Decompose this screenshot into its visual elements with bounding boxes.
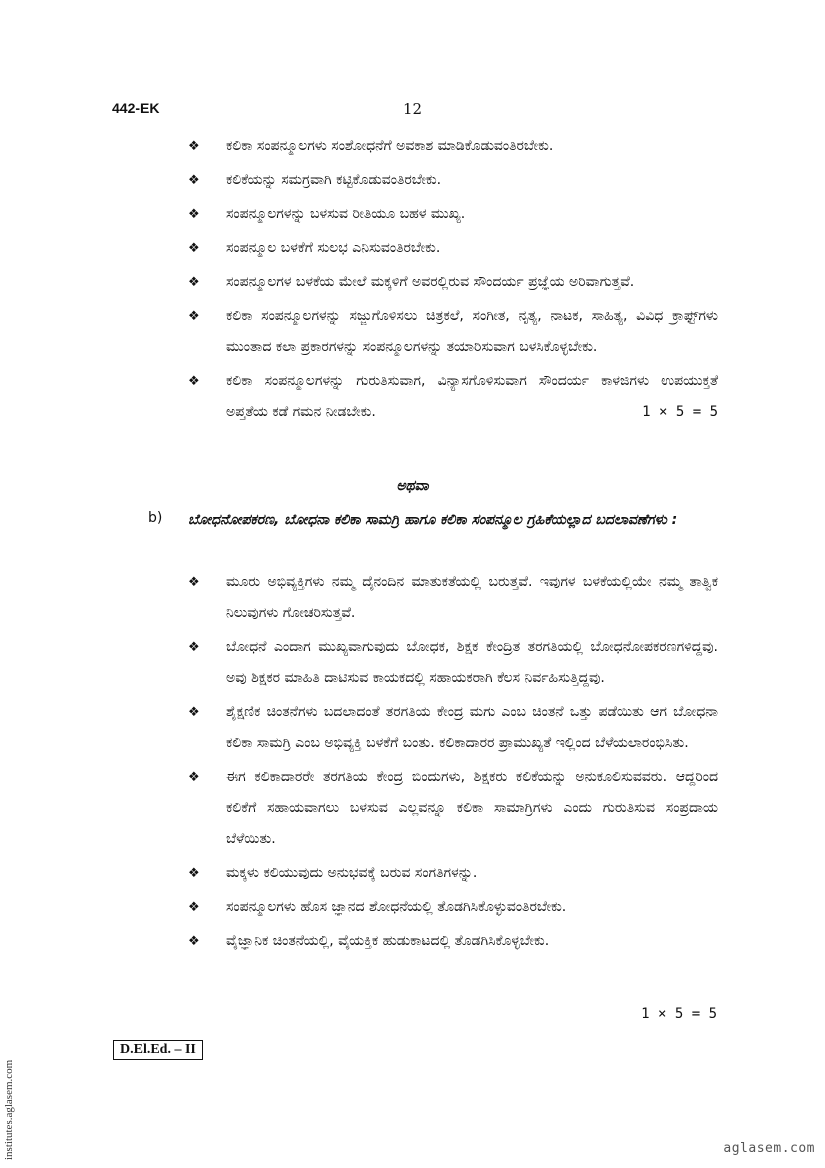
- paper-code: 442-EK: [112, 100, 160, 116]
- list-item-text: ಕಲಿಕಾ ಸಂಪನ್ಮೂಲಗಳು ಸಂಶೋಧನೆಗೆ ಅವಕಾಶ ಮಾಡಿಕೊಡುವಂತಿರಬೇಕು.: [226, 138, 554, 154]
- page-number: 12: [403, 100, 423, 118]
- question-label: b): [148, 510, 163, 526]
- section-b-list: [188, 567, 718, 960]
- list-item-text: ಸಂಪನ್ಮೂಲಗಳು ಹೊಸ ಜ್ಞಾನದ ಶೋಧನೆಯಲ್ಲಿ ತೊಡಗಿಸಿಕೊಳ್ಳುವಂತಿರಬೇಕು.: [226, 899, 567, 915]
- list-item-text: ಮೂರು ಅಭಿವ್ಯಕ್ತಿಗಳು ನಮ್ಮ ದೈನಂದಿನ ಮಾತುಕತೆಯಲ್ಲಿ ಬರುತ್ತವೆ. ಇವುಗಳ ಬಳಕೆಯಲ್ಲಿಯೇ ನಮ್ಮ ತಾತ್ವಿಕ ನಿಲುವುಗಳು ಗೋಚರಿಸುತ್ತವೆ.: [226, 574, 718, 621]
- diamond-bullet-icon: ❖: [188, 207, 200, 222]
- list-item-text: ವೈಜ್ಞಾನಿಕ ಚಿಂತನೆಯಲ್ಲಿ, ವೈಯಕ್ತಿಕ ಹುಡುಕಾಟದಲ್ಲಿ ತೊಡಗಿಸಿಕೊಳ್ಳಬೇಕು.: [226, 933, 550, 949]
- list-item: [188, 697, 718, 759]
- diamond-bullet-icon: ❖: [188, 241, 200, 256]
- list-item-text: ಸಂಪನ್ಮೂಲಗಳ ಬಳಕೆಯ ಮೇಲೆ ಮಕ್ಕಳಿಗೆ ಅವರಲ್ಲಿರುವ ಸೌಂದರ್ಯ ಪ್ರಜ್ಞೆಯ ಅರಿವಾಗುತ್ತವೆ.: [226, 274, 635, 290]
- diamond-bullet-icon: ❖: [188, 374, 200, 389]
- list-item: [188, 301, 718, 363]
- section-b-marks: 1 × 5 = 5: [641, 1006, 717, 1022]
- brand-watermark: aglasem.com: [723, 1141, 815, 1156]
- diamond-bullet-icon: ❖: [188, 575, 200, 590]
- diamond-bullet-icon: ❖: [188, 705, 200, 720]
- diamond-bullet-icon: ❖: [188, 770, 200, 785]
- list-item-text: ಕಲಿಕಾ ಸಂಪನ್ಮೂಲಗಳನ್ನು ಸಜ್ಜುಗೊಳಿಸಲು ಚಿತ್ರಕಲೆ, ಸಂಗೀತ, ನೃತ್ಯ, ನಾಟಕ, ಸಾಹಿತ್ಯ, ವಿವಿಧ ಕ್ರಾಫ್ಟ್‌ಗಳು ಮುಂತಾದ ಕಲಾ ಪ್ರಕಾರಗಳನ್ನು ಸಂಪನ್ಮೂಲಗಳನ್ನು ತಯಾರಿಸುವಾಗ ಬಳಸಿಕೊಳ್ಳಬೇಕು.: [226, 308, 718, 355]
- diamond-bullet-icon: ❖: [188, 640, 200, 655]
- list-item-text: ಬೋಧನೆ ಎಂದಾಗ ಮುಖ್ಯವಾಗುವುದು ಬೋಧಕ, ಶಿಕ್ಷಕ ಕೇಂದ್ರಿತ ತರಗತಿಯಲ್ಲಿ ಬೋಧನೋಪಕರಣಗಳಿದ್ದವು. ಅವು ಶಿಕ್ಷಕರ ಮಾಹಿತಿ ದಾಟಿಸುವ ಕಾಯಕದಲ್ಲಿ ಸಹಾಯಕರಾಗಿ ಕೆಲಸ ನಿರ್ವಹಿಸುತ್ತಿದ್ದವು.: [226, 639, 718, 686]
- list-item: [188, 267, 718, 298]
- diamond-bullet-icon: ❖: [188, 309, 200, 324]
- list-item: [188, 858, 718, 889]
- list-item: [188, 366, 718, 428]
- list-item: [188, 762, 718, 855]
- list-item: [188, 131, 718, 162]
- or-divider: ಅಥವಾ: [396, 478, 429, 494]
- list-item: [188, 632, 718, 694]
- section-a-list: [188, 131, 718, 431]
- list-item-text: ಸಂಪನ್ಮೂಲಗಳನ್ನು ಬಳಸುವ ರೀತಿಯೂ ಬಹಳ ಮುಖ್ಯ.: [226, 206, 466, 222]
- list-item-text: ಕಲಿಕೆಯನ್ನು ಸಮಗ್ರವಾಗಿ ಕಟ್ಟಿಕೊಡುವಂತಿರಬೇಕು.: [226, 172, 442, 188]
- list-item-text: ಈಗ ಕಲಿಕಾದಾರರೇ ತರಗತಿಯ ಕೇಂದ್ರ ಬಿಂದುಗಳು, ಶಿಕ್ಷಕರು ಕಲಿಕೆಯನ್ನು ಅನುಕೂಲಿಸುವವರು. ಆದ್ದರಿಂದ ಕಲಿಕೆಗೆ ಸಹಾಯವಾಗಲು ಬಳಸುವ ಎಲ್ಲವನ್ನೂ ಕಲಿಕಾ ಸಾಮಾಗ್ರಿಗಳು ಎಂದು ಗುರುತಿಸುವ ಸಂಪ್ರದಾಯ ಬೆಳೆಯಿತು.: [226, 769, 718, 847]
- course-footer: D.El.Ed. – II: [113, 1040, 203, 1060]
- list-item-text: ಮಕ್ಕಳು ಕಲಿಯುವುದು ಅನುಭವಕ್ಕೆ ಬರುವ ಸಂಗತಿಗಳನ್ನು.: [226, 865, 478, 881]
- list-item: [188, 233, 718, 264]
- diamond-bullet-icon: ❖: [188, 275, 200, 290]
- list-item: [188, 892, 718, 923]
- question-title: ಬೋಧನೋಪಕರಣ, ಬೋಧನಾ ಕಲಿಕಾ ಸಾಮಗ್ರಿ ಹಾಗೂ ಕಲಿಕಾ ಸಂಪನ್ಮೂಲ ಗ್ರಹಿಕೆಯಲ್ಲಾದ ಬದಲಾವಣೆಗಳು :: [188, 512, 678, 528]
- list-item: [188, 165, 718, 196]
- list-item-text: ಸಂಪನ್ಮೂಲ ಬಳಕೆಗೆ ಸುಲಭ ಎನಿಸುವಂತಿರಬೇಕು.: [226, 240, 441, 256]
- diamond-bullet-icon: ❖: [188, 139, 200, 154]
- list-item: [188, 567, 718, 629]
- list-item-text: ಕಲಿಕಾ ಸಂಪನ್ಮೂಲಗಳನ್ನು ಗುರುತಿಸುವಾಗ, ವಿನ್ಯಾಸಗೊಳಿಸುವಾಗ ಸೌಂದರ್ಯ ಕಾಳಜಿಗಳು ಉಪಯುಕ್ತತೆ ಅಪ್ತತೆಯ ಕಡೆ ಗಮನ ನೀಡಬೇಕು.: [226, 373, 718, 420]
- list-item: [188, 926, 718, 957]
- list-item-text: ಶೈಕ್ಷಣಿಕ ಚಿಂತನೆಗಳು ಬದಲಾದಂತೆ ತರಗತಿಯ ಕೇಂದ್ರ ಮಗು ಎಂಬ ಚಿಂತನೆ ಒತ್ತು ಪಡೆಯಿತು ಆಗ ಬೋಧನಾ ಕಲಿಕಾ ಸಾಮಗ್ರಿ ಎಂಬ ಅಭಿವ್ಯಕ್ತಿ ಬಳಕೆಗೆ ಬಂತು. ಕಲಿಕಾದಾರರ ಪ್ರಾಮುಖ್ಯತೆ ಇಲ್ಲಿಂದ ಬೆಳೆಯಲಾರಂಭಿಸಿತು.: [226, 704, 718, 751]
- diamond-bullet-icon: ❖: [188, 866, 200, 881]
- list-item: [188, 199, 718, 230]
- diamond-bullet-icon: ❖: [188, 934, 200, 949]
- diamond-bullet-icon: ❖: [188, 900, 200, 915]
- side-watermark: institutes.aglasem.com: [3, 1059, 15, 1160]
- section-a-marks: 1 × 5 = 5: [642, 404, 718, 420]
- diamond-bullet-icon: ❖: [188, 173, 200, 188]
